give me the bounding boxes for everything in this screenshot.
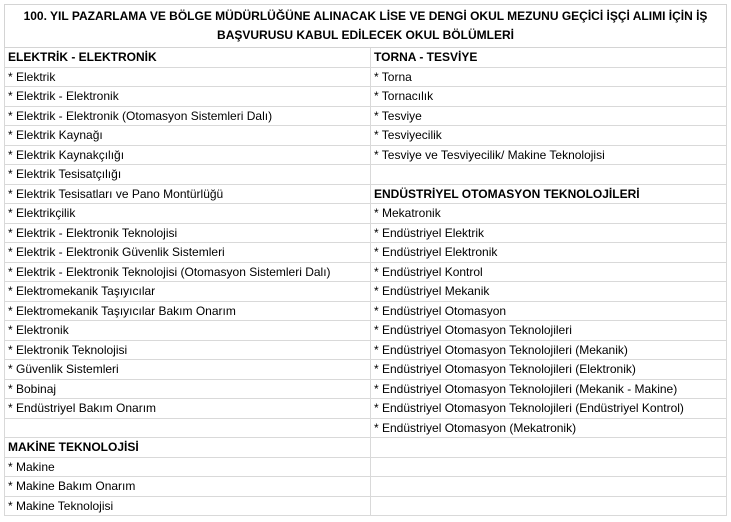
title-row — [5, 5, 727, 48]
department-cell-left[interactable]: * Elektrikçilik — [5, 204, 371, 224]
department-cell-right[interactable]: * Tornacılık — [371, 87, 727, 107]
department-cell-left[interactable]: * Elektrik Tesisatları ve Pano Montürlüğü — [5, 184, 371, 204]
department-cell-left[interactable]: * Elektromekanik Taşıyıcılar — [5, 282, 371, 302]
department-cell-right[interactable]: * Endüstriyel Otomasyon Teknolojileri (Mekanik) — [371, 340, 727, 360]
spreadsheet — [4, 4, 726, 516]
department-cell-right[interactable]: * Endüstriyel Elektronik — [371, 243, 727, 263]
section-header-right[interactable]: TORNA - TESVİYE — [371, 48, 727, 68]
department-cell-right[interactable]: * Endüstriyel Otomasyon — [371, 301, 727, 321]
table-row — [5, 477, 727, 497]
table-row — [5, 282, 727, 302]
table-row — [5, 262, 727, 282]
department-cell-left[interactable]: * Makine Teknolojisi — [5, 496, 371, 516]
table-row — [5, 87, 727, 107]
table-row — [5, 340, 727, 360]
department-cell-left[interactable]: * Elektromekanik Taşıyıcılar Bakım Onarım — [5, 301, 371, 321]
table-row — [5, 438, 727, 458]
table-row — [5, 399, 727, 419]
empty-cell-left[interactable] — [5, 418, 371, 438]
department-cell-right[interactable]: * Endüstriyel Otomasyon Teknolojileri (Mekanik - Makine) — [371, 379, 727, 399]
table-row — [5, 165, 727, 185]
empty-cell-right[interactable] — [371, 438, 727, 458]
empty-cell-right[interactable] — [371, 477, 727, 497]
department-cell-right[interactable]: * Tesviye ve Tesviyecilik/ Makine Teknolojisi — [371, 145, 727, 165]
department-cell-left[interactable]: * Elektrik Kaynağı — [5, 126, 371, 146]
department-cell-right[interactable]: * Endüstriyel Kontrol — [371, 262, 727, 282]
department-cell-right[interactable]: * Endüstriyel Otomasyon Teknolojileri (Endüstriyel Kontrol) — [371, 399, 727, 419]
table-row — [5, 243, 727, 263]
section-header-left[interactable]: ELEKTRİK - ELEKTRONİK — [5, 48, 371, 68]
table-row — [5, 321, 727, 341]
department-cell-right[interactable]: * Endüstriyel Otomasyon Teknolojileri — [371, 321, 727, 341]
department-cell-left[interactable]: * Elektrik - Elektronik (Otomasyon Sistemleri Dalı) — [5, 106, 371, 126]
department-cell-right[interactable]: * Tesviyecilik — [371, 126, 727, 146]
department-cell-right[interactable]: * Torna — [371, 67, 727, 87]
department-cell-left[interactable]: * Elektrik - Elektronik Güvenlik Sistemleri — [5, 243, 371, 263]
department-cell-left[interactable]: * Elektrik - Elektronik — [5, 87, 371, 107]
department-cell-right[interactable]: * Mekatronik — [371, 204, 727, 224]
department-cell-left[interactable]: * Makine Bakım Onarım — [5, 477, 371, 497]
table-row — [5, 145, 727, 165]
empty-cell-right[interactable] — [371, 496, 727, 516]
empty-cell-right[interactable] — [371, 165, 727, 185]
department-cell-left[interactable]: * Elektrik Tesisatçılığı — [5, 165, 371, 185]
department-cell-left[interactable]: * Endüstriyel Bakım Onarım — [5, 399, 371, 419]
table-row — [5, 223, 727, 243]
section-header-right[interactable]: ENDÜSTRİYEL OTOMASYON TEKNOLOJİLERİ — [371, 184, 727, 204]
empty-cell-right[interactable] — [371, 457, 727, 477]
department-cell-left[interactable]: * Makine — [5, 457, 371, 477]
section-header-left[interactable]: MAKİNE TEKNOLOJİSİ — [5, 438, 371, 458]
department-cell-left[interactable]: * Elektrik - Elektronik Teknolojisi (Otomasyon Sistemleri Dalı) — [5, 262, 371, 282]
table-row — [5, 204, 727, 224]
table-row — [5, 360, 727, 380]
department-cell-right[interactable]: * Tesviye — [371, 106, 727, 126]
table-row — [5, 457, 727, 477]
department-cell-left[interactable]: * Güvenlik Sistemleri — [5, 360, 371, 380]
department-cell-left[interactable]: * Elektronik Teknolojisi — [5, 340, 371, 360]
department-cell-right[interactable]: * Endüstriyel Otomasyon Teknolojileri (Elektronik) — [371, 360, 727, 380]
department-cell-left[interactable]: * Elektrik — [5, 67, 371, 87]
department-cell-left[interactable]: * Elektrik Kaynakçılığı — [5, 145, 371, 165]
table-row — [5, 48, 727, 68]
table-row — [5, 67, 727, 87]
table-row — [5, 379, 727, 399]
department-cell-left[interactable]: * Elektronik — [5, 321, 371, 341]
department-cell-left[interactable]: * Elektrik - Elektronik Teknolojisi — [5, 223, 371, 243]
table-row — [5, 106, 727, 126]
document-title[interactable]: 100. YIL PAZARLAMA VE BÖLGE MÜDÜRLÜĞÜNE ALINACAK LİSE VE DENGİ OKUL MEZUNU GEÇİCİ İŞÇİ ALIMI İÇİN İŞ BAŞVURUSU KABUL EDİLECEK OKUL BÖLÜMLERİ — [5, 5, 727, 48]
department-cell-left[interactable]: * Bobinaj — [5, 379, 371, 399]
table-row — [5, 126, 727, 146]
school-departments-table — [4, 4, 727, 516]
department-cell-right[interactable]: * Endüstriyel Otomasyon (Mekatronik) — [371, 418, 727, 438]
table-row — [5, 496, 727, 516]
department-cell-right[interactable]: * Endüstriyel Mekanik — [371, 282, 727, 302]
table-row — [5, 418, 727, 438]
department-cell-right[interactable]: * Endüstriyel Elektrik — [371, 223, 727, 243]
table-row — [5, 184, 727, 204]
table-row — [5, 301, 727, 321]
